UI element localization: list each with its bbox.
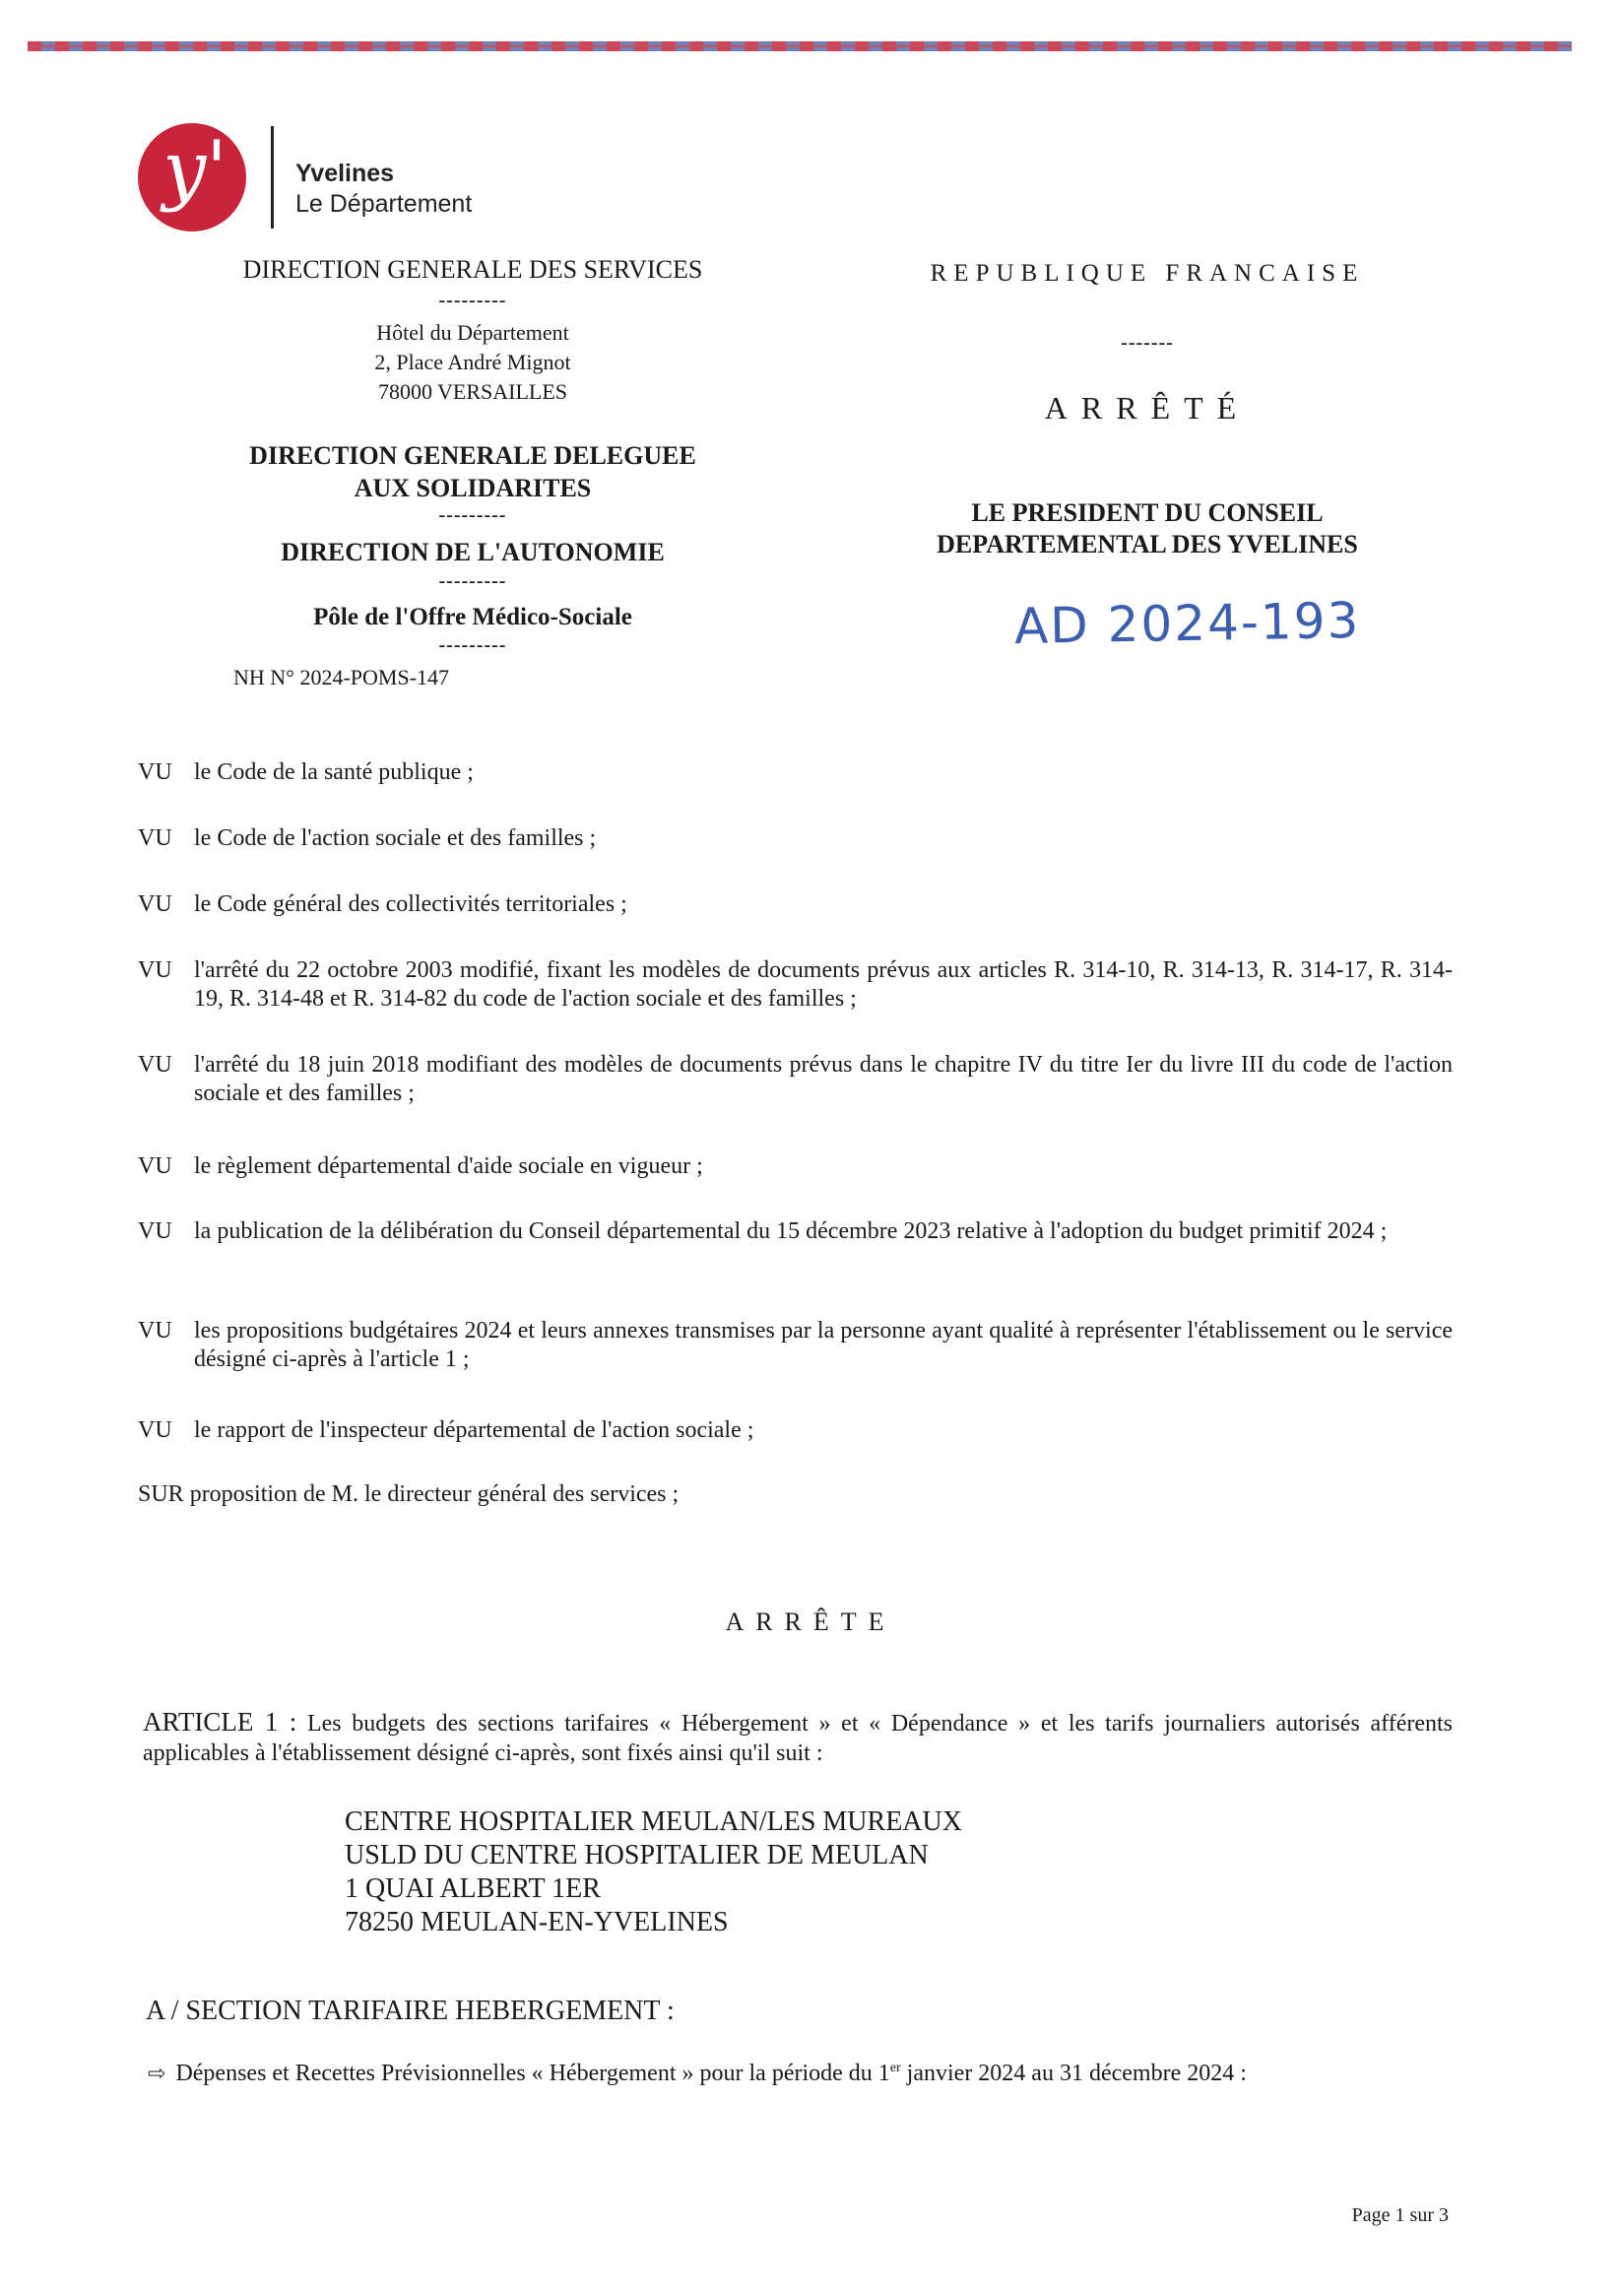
vu-text: le règlement départemental d'aide sociale en vigueur ;: [194, 1153, 703, 1179]
vu-item: [138, 758, 1453, 787]
vu-key: VU: [138, 825, 172, 851]
bullet-superscript: er: [889, 2061, 901, 2075]
article-1: [143, 1707, 1453, 1768]
page-number: Page 1 sur 3: [1351, 2204, 1449, 2226]
vu-item: [138, 956, 1453, 1014]
yvelines-logo: [138, 118, 512, 236]
president-line-1: LE PRESIDENT DU CONSEIL: [971, 498, 1324, 527]
article-text: Les budgets des sections tarifaires « Hébergement » et « Dépendance » et les tarifs journaliers autorisés afférents applicables à l'établissement désigné ci-après, sont fixés ainsi qu'il suit :: [143, 1711, 1453, 1766]
pole-offre: Pôle de l'Offre Médico-Sociale: [313, 604, 632, 630]
establishment-line: USLD DU CENTRE HOSPITALIER DE MEULAN: [345, 1840, 929, 1870]
arrow-right-icon: ⇨: [148, 2062, 166, 2086]
vu-text: l'arrêté du 18 juin 2018 modifiant des modèles de documents prévus dans le chapitre IV du titre Ier du livre III du code de l'action sociale et des familles ;: [194, 1052, 1453, 1106]
vu-key: VU: [138, 759, 172, 785]
logo-name: Yvelines: [295, 160, 395, 187]
vu-key: VU: [138, 1417, 172, 1443]
reference-number: NH N° 2024-POMS-147: [233, 665, 450, 689]
direction-generale: DIRECTION GENERALE DES SERVICES: [242, 255, 703, 284]
direction-autonomie: DIRECTION DE L'AUTONOMIE: [281, 538, 665, 566]
vu-key: VU: [138, 1218, 172, 1244]
arrete-title: ARRÊTÉ: [1044, 390, 1251, 426]
vu-item: [138, 890, 1453, 919]
vu-item: [138, 1051, 1453, 1108]
top-rule: [28, 41, 1572, 51]
vu-text: la publication de la délibération du Conseil départemental du 15 décembre 2023 relative à l'adoption du budget primitif 2024 ;: [194, 1218, 1388, 1244]
logo-mark: y': [162, 125, 227, 214]
sur-proposition: SUR proposition de M. le directeur général des services ;: [138, 1481, 680, 1507]
vu-text: le rapport de l'inspecteur départemental de l'action sociale ;: [194, 1417, 754, 1443]
logo-divider: [271, 126, 274, 229]
section-a-heading: A / SECTION TARIFAIRE HEBERGEMENT :: [146, 1996, 675, 2026]
establishment-block: [345, 1805, 962, 1939]
vu-key: VU: [138, 1318, 172, 1344]
establishment-line: 1 QUAI ALBERT 1ER: [345, 1873, 601, 1904]
vu-text: l'arrêté du 22 octobre 2003 modifié, fixant les modèles de documents prévus aux articles R. 314-10, R. 314-13, R. 314-17, R. 314-19, R. 314-48 et R. 314-82 du code de l'action sociale et des familles ;: [194, 957, 1453, 1012]
president-line-2: DEPARTEMENTAL DES YVELINES: [937, 530, 1358, 558]
vu-item: [138, 1416, 1453, 1445]
vu-item: [138, 1217, 1453, 1246]
separator: ---------: [438, 504, 507, 526]
vu-item: [138, 1152, 1453, 1181]
handwritten-arrete-number: AD 2024-193: [1013, 591, 1361, 656]
vu-item: [138, 1317, 1453, 1374]
vu-text: le Code de la santé publique ;: [194, 759, 474, 785]
establishment-line: 78250 MEULAN-EN-YVELINES: [345, 1907, 729, 1937]
vu-key: VU: [138, 957, 172, 983]
vu-key: VU: [138, 891, 172, 917]
separator: ---------: [438, 290, 507, 311]
address-line-2: 2, Place André Mignot: [374, 350, 571, 374]
separator: -------: [1121, 332, 1174, 354]
bullet-text: Dépenses et Recettes Prévisionnelles « Hébergement » pour la période du 1: [175, 2061, 890, 2086]
vu-key: VU: [138, 1153, 172, 1179]
address-line-3: 78000 VERSAILLES: [377, 379, 568, 404]
bullet-text-end: janvier 2024 au 31 décembre 2024 :: [900, 2061, 1247, 2086]
establishment-line: CENTRE HOSPITALIER MEULAN/LES MUREAUX: [345, 1806, 962, 1837]
article-label: ARTICLE 1 :: [143, 1707, 297, 1737]
republique-francaise: REPUBLIQUE FRANCAISE: [930, 260, 1365, 287]
delegated-direction-line-1: DIRECTION GENERALE DELEGUEE: [249, 441, 696, 470]
vu-text: le Code de l'action sociale et des familles ;: [194, 825, 597, 851]
vu-text: le Code général des collectivités territoriales ;: [194, 891, 627, 917]
separator: ---------: [438, 634, 507, 656]
vu-text: les propositions budgétaires 2024 et leurs annexes transmises par la personne ayant qualité à représenter l'établissement ou le service désigné ci-après à l'article 1 ;: [194, 1318, 1453, 1372]
logo-subtitle: Le Département: [295, 190, 473, 218]
vu-item: [138, 824, 1453, 853]
address-line-1: Hôtel du Département: [376, 320, 569, 345]
delegated-direction-line-2: AUX SOLIDARITES: [354, 474, 592, 502]
arrete-heading: ARRÊTE: [725, 1607, 896, 1636]
bullet-line: [148, 2061, 1247, 2087]
vu-key: VU: [138, 1052, 172, 1078]
separator: ---------: [438, 570, 507, 592]
